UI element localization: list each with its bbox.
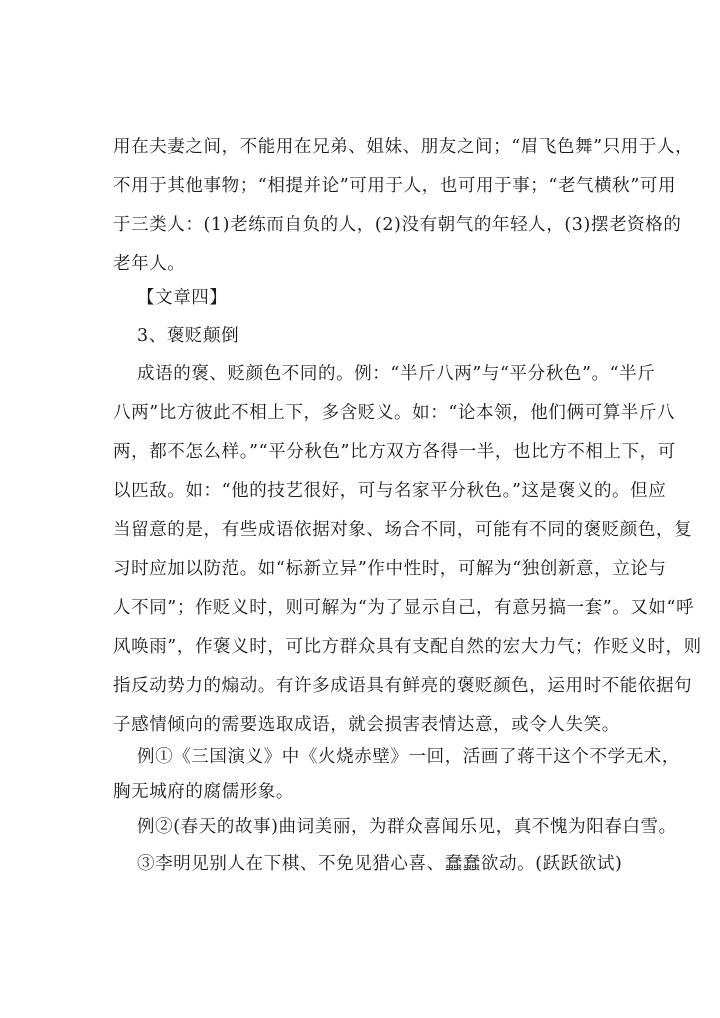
text-line: 人不同”；作贬义时，则可解为“为了显示自己，有意另搞一套”。又如“呼 — [113, 598, 695, 618]
text-line: 八两”比方彼此不相上下，多含贬义。如：“论本领，他们俩可算半斤八 — [113, 403, 676, 423]
subsection-heading: 3、褒贬颠倒 — [137, 326, 240, 346]
example-line: 胸无城府的腐儒形象。 — [113, 782, 294, 802]
section-heading: 【文章四】 — [137, 288, 228, 308]
example-line: ③李明见别人在下棋、不免见猎心喜、蠢蠢欲动。(跃跃欲试) — [137, 854, 623, 874]
text-line: 指反动势力的煽动。有许多成语具有鲜亮的褒贬颜色，运用时不能依据句 — [113, 676, 693, 696]
text-line: 子感情倾向的需要选取成语，就会损害表情达意，或令人失笑。 — [113, 715, 620, 735]
text-line: 当留意的是，有些成语依据对象、场合不同，可能有不同的褒贬颜色，复 — [113, 520, 693, 540]
text-line: 不用于其他事物；“相提并论”可用于人，也可用于事；“老气横秋”可用 — [113, 176, 677, 196]
text-line: 成语的褒、贬颜色不同的。例：“半斤八两”与“平分秋色”。“半斤 — [137, 364, 656, 384]
text-line: 两，都不怎么样。”“平分秋色”比方双方各得一半，也比方不相上下，可 — [113, 442, 676, 462]
text-line: 于三类人：(1)老练而自负的人，(2)没有朝气的年轻人，(3)摆老资格的 — [113, 215, 682, 235]
text-line: 用在夫妻之间，不能用在兄弟、姐妹、朋友之间；“眉飞色舞”只用于人， — [113, 137, 694, 157]
text-line: 习时应加以防范。如“标新立异”作中性时，可解为“独创新意，立论与 — [113, 559, 667, 579]
text-line: 老年人。 — [113, 254, 186, 274]
example-line: 例②(春天的故事)曲词美丽，为群众喜闻乐见，真不愧为阳春白雪。 — [137, 817, 677, 837]
text-line: 以匹敌。如：“他的技艺很好，可与名家平分秋色。”这是褒义的。但应 — [113, 481, 667, 501]
example-line: 例①《三国演义》中《火烧赤壁》一回，活画了蒋干这个不学无术， — [137, 747, 680, 767]
text-line: 风唤雨”，作褒义时，可比方群众具有支配自然的宏大力气；作贬义时，则 — [113, 637, 702, 657]
